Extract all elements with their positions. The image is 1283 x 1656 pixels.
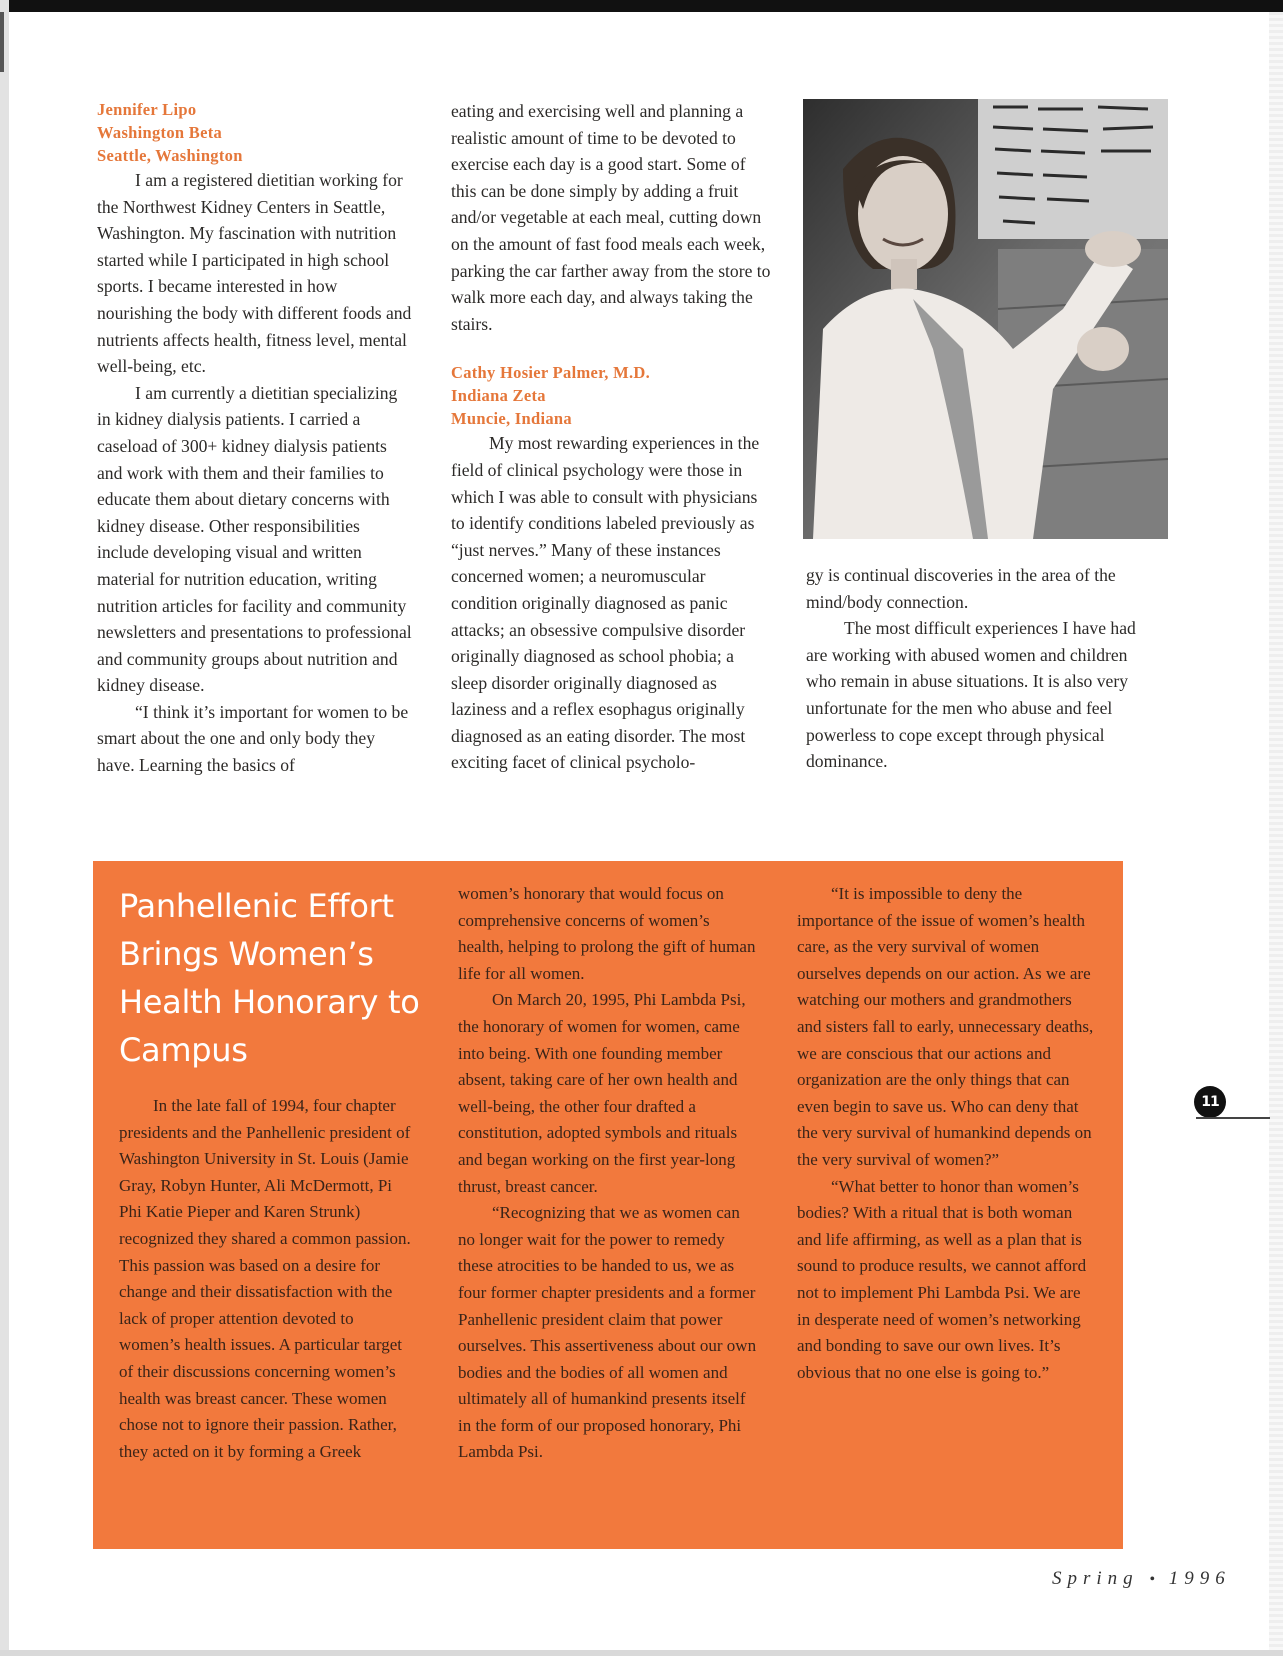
scan-edge-left bbox=[0, 0, 9, 1656]
scan-edge-bottom bbox=[0, 1650, 1283, 1656]
paragraph: “I think it’s important for women to be smart about the one and only body they have. Learning the basics of bbox=[97, 701, 409, 776]
scan-edge-right bbox=[1269, 12, 1283, 1656]
author-photo bbox=[803, 99, 1168, 539]
paragraph: “Recognizing that we as women can no longer wait for the power to remedy these atrocities to be handed to us, we as four former chapter presidents and a former Panhellenic president claim that power ourselves. This assertiveness about our own bodies and the bodies of all women and ultimately all of humankind presents itself in the form of our proposed honorary, Phi Lambda Psi. bbox=[458, 1203, 757, 1462]
column-2 bbox=[451, 98, 771, 776]
author-location: Seattle, Washington bbox=[97, 146, 243, 165]
paragraph: I am currently a dietitian specializing in kidney dialysis patients. I carried a caseload of 300+ kidney dialysis patients and work with them and their families to educate them about dietary concerns with kidney disease. Other responsibilities include developing visual and written material for nutrition education, writing nutrition articles for facility and community newsletters and presentations to professional and community groups about nutrition and kidney disease. bbox=[97, 382, 412, 696]
page-number-badge: 11 bbox=[1194, 1086, 1226, 1118]
feature-column-1 bbox=[119, 1093, 417, 1465]
paragraph: In the late fall of 1994, four chapter presidents and the Panhellenic president of Washington University in St. Louis (Jamie Gray, Robyn Hunter, Ali McDermott, Pi Phi Katie Pieper and Karen Strunk) recognized they shared a common passion. This passion was based on a desire for change and their dissatisfaction with the lack of proper attention devoted to women’s health issues. A particular target of their discussions concerning women’s health was breast cancer. These women chose not to ignore their passion. Rather, they acted on it by forming a Greek bbox=[119, 1096, 411, 1461]
author-name: Jennifer Lipo bbox=[97, 100, 197, 119]
feature-column-3 bbox=[797, 881, 1097, 1386]
footer-year: 1996 bbox=[1168, 1568, 1231, 1589]
byline-lipo bbox=[97, 98, 415, 167]
feature-column-2 bbox=[458, 881, 758, 1466]
issue-footer bbox=[1052, 1568, 1232, 1590]
footer-separator: • bbox=[1149, 1571, 1159, 1588]
paragraph: “It is impossible to deny the importance of the issue of women’s health care, as the very survival of women ourselves depends on our action. As we are watching our mothers and grandmothers and sisters fall to early, unnecessary deaths, we are conscious that our actions and organization are the only things that can even begin to save us. Who can deny that the very survival of humankind depends on the very survival of women?” bbox=[797, 884, 1094, 1169]
paragraph: The most difficult experiences I have had are working with abused women and children who remain in abuse situations. It is also very unfortunate for the men who abuse and feel powerless to cope except through physical dominance. bbox=[806, 618, 1136, 772]
paragraph: On March 20, 1995, Phi Lambda Psi, the honorary of women for women, came into being. With one founding member absent, taking care of her own health and well-being, the other four drafted a constitution, adopted symbols and rituals and began working on the first year-long thrust, breast cancer. bbox=[458, 990, 746, 1196]
byline-palmer bbox=[451, 361, 771, 430]
paragraph-continued: eating and exercising well and planning a realistic amount of time to be devoted to exercise each day is a good start. Some of this can be done simply by adding a fruit and/or vegetable at each meal, cutting down on the amount of fast food meals each week, parking the car farther away from the store to walk more each day, and always taking the stairs. bbox=[451, 101, 771, 334]
scan-edge-top bbox=[0, 0, 1283, 12]
author-chapter: Indiana Zeta bbox=[451, 386, 546, 406]
scan-mark bbox=[0, 12, 4, 72]
feature-title: Panhellenic Effort Brings Women’s Health Honorary to Campus bbox=[119, 887, 420, 1069]
footer-season: Spring bbox=[1052, 1568, 1139, 1589]
paragraph-continued: gy is continual discoveries in the area of the mind/body connection. bbox=[806, 565, 1116, 612]
author-location: Muncie, Indiana bbox=[451, 409, 572, 429]
paragraph: I am a registered dietitian working for the Northwest Kidney Centers in Seattle, Washington. My fascination with nutrition started while I participated in high school sports. I became interested in how nourishing the body with different foods and nutrients affects health, fitness level, mental well-being, etc. bbox=[97, 170, 412, 377]
paragraph: My most rewarding experiences in the field of clinical psychology were those in which I was able to consult with physicians to identify conditions labeled previously as “just nerves.” Many of these instances concerned women; a neuromuscular condition originally diagnosed as panic attacks; an obsessive compulsive disorder originally diagnosed as school phobia; a sleep disorder originally diagnosed as laziness and a reflex esophagus originally diagnosed as an eating disorder. The most exciting facet of clinical psycholo- bbox=[451, 433, 760, 773]
page-number-rule bbox=[1196, 1117, 1270, 1119]
author-chapter: Washington Beta bbox=[97, 123, 223, 142]
column-1 bbox=[97, 98, 415, 779]
paragraph-continued: women’s honorary that would focus on comprehensive concerns of women’s health, helping to prolong the gift of human life for all women. bbox=[458, 884, 756, 983]
author-name: Cathy Hosier Palmer, M.D. bbox=[451, 363, 651, 383]
column-3 bbox=[806, 562, 1136, 775]
paragraph: “What better to honor than women’s bodies? With a ritual that is both woman and life affirming, as well as a plan that is sound to produce results, we cannot afford not to implement Phi Lambda Psi. We are in desperate need of women’s networking and bonding to save our own lives. It’s obvious that no one else is going to.” bbox=[797, 1176, 1087, 1382]
